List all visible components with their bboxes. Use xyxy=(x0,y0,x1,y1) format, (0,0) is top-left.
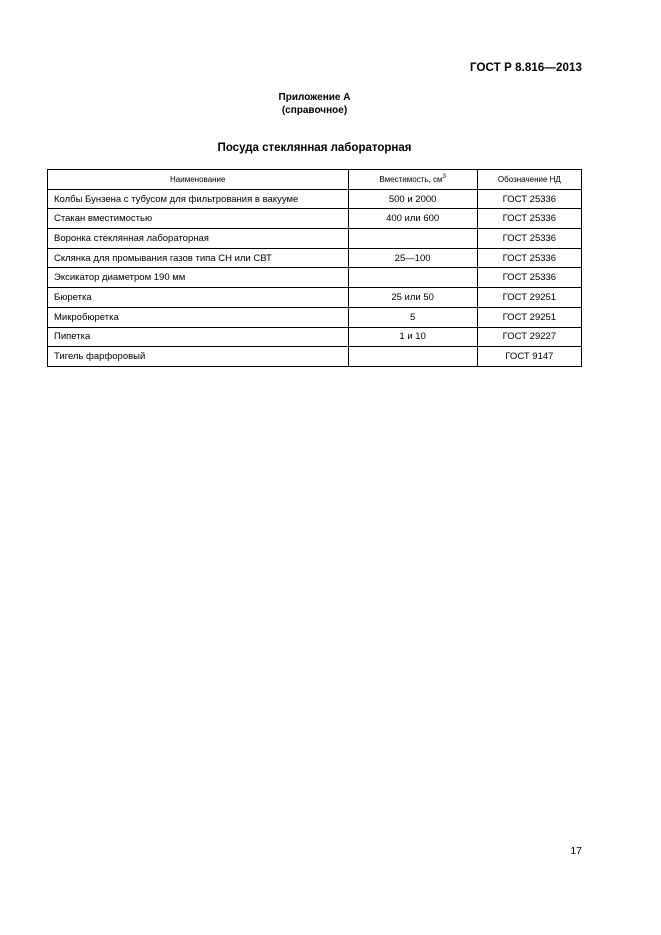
table-row xyxy=(48,347,582,367)
cell-standard: ГОСТ 25336 xyxy=(477,189,581,209)
cell-capacity: 25 или 50 xyxy=(348,288,477,308)
cell-standard: ГОСТ 25336 xyxy=(477,268,581,288)
table-row xyxy=(48,288,582,308)
cell-capacity: 25—100 xyxy=(348,248,477,268)
cell-standard: ГОСТ 29251 xyxy=(477,307,581,327)
cell-name: Пипетка xyxy=(48,327,349,347)
cell-standard: ГОСТ 29227 xyxy=(477,327,581,347)
annex-title: Приложение А xyxy=(278,92,351,103)
page-number: 17 xyxy=(570,845,582,857)
table-row xyxy=(48,268,582,288)
cell-name: Колбы Бунзена с тубусом для фильтрования в вакууме xyxy=(48,189,349,209)
table-row xyxy=(48,327,582,347)
cell-name: Микробюретка xyxy=(48,307,349,327)
column-header-name: Наименование xyxy=(48,170,349,190)
table-row xyxy=(48,209,582,229)
document-number: ГОСТ Р 8.816—2013 xyxy=(470,62,582,74)
table-row xyxy=(48,229,582,249)
table-row xyxy=(48,248,582,268)
cell-name: Бюретка xyxy=(48,288,349,308)
annex-subtitle: (справочное) xyxy=(281,104,348,116)
cell-standard: ГОСТ 9147 xyxy=(477,347,581,367)
cell-standard: ГОСТ 25336 xyxy=(477,248,581,268)
glassware-table xyxy=(47,169,582,367)
table-title: Посуда стеклянная лабораторная xyxy=(217,142,412,154)
column-header-standard: Обозначение НД xyxy=(477,170,581,190)
table-row xyxy=(48,307,582,327)
cell-name: Воронка стеклянная лабораторная xyxy=(48,229,349,249)
cell-capacity: 5 xyxy=(348,307,477,327)
table-row xyxy=(48,189,582,209)
cell-capacity: 400 или 600 xyxy=(348,209,477,229)
cell-capacity: 1 и 10 xyxy=(348,327,477,347)
cell-capacity xyxy=(348,268,477,288)
cell-standard: ГОСТ 25336 xyxy=(477,209,581,229)
cell-name: Стакан вместимостью xyxy=(48,209,349,229)
cell-standard: ГОСТ 29251 xyxy=(477,288,581,308)
table-header-row xyxy=(48,170,582,190)
cell-capacity xyxy=(348,347,477,367)
cell-capacity xyxy=(348,229,477,249)
cell-name: Эксикатор диаметром 190 мм xyxy=(48,268,349,288)
column-header-capacity: Вместимость, $см^3$ xyxy=(348,170,477,190)
cell-capacity: 500 и 2000 xyxy=(348,189,477,209)
cell-name: Склянка для промывания газов типа СН или СВТ xyxy=(48,248,349,268)
cell-standard: ГОСТ 25336 xyxy=(477,229,581,249)
cell-name: Тигель фарфоровый xyxy=(48,347,349,367)
annex-heading xyxy=(0,92,629,117)
